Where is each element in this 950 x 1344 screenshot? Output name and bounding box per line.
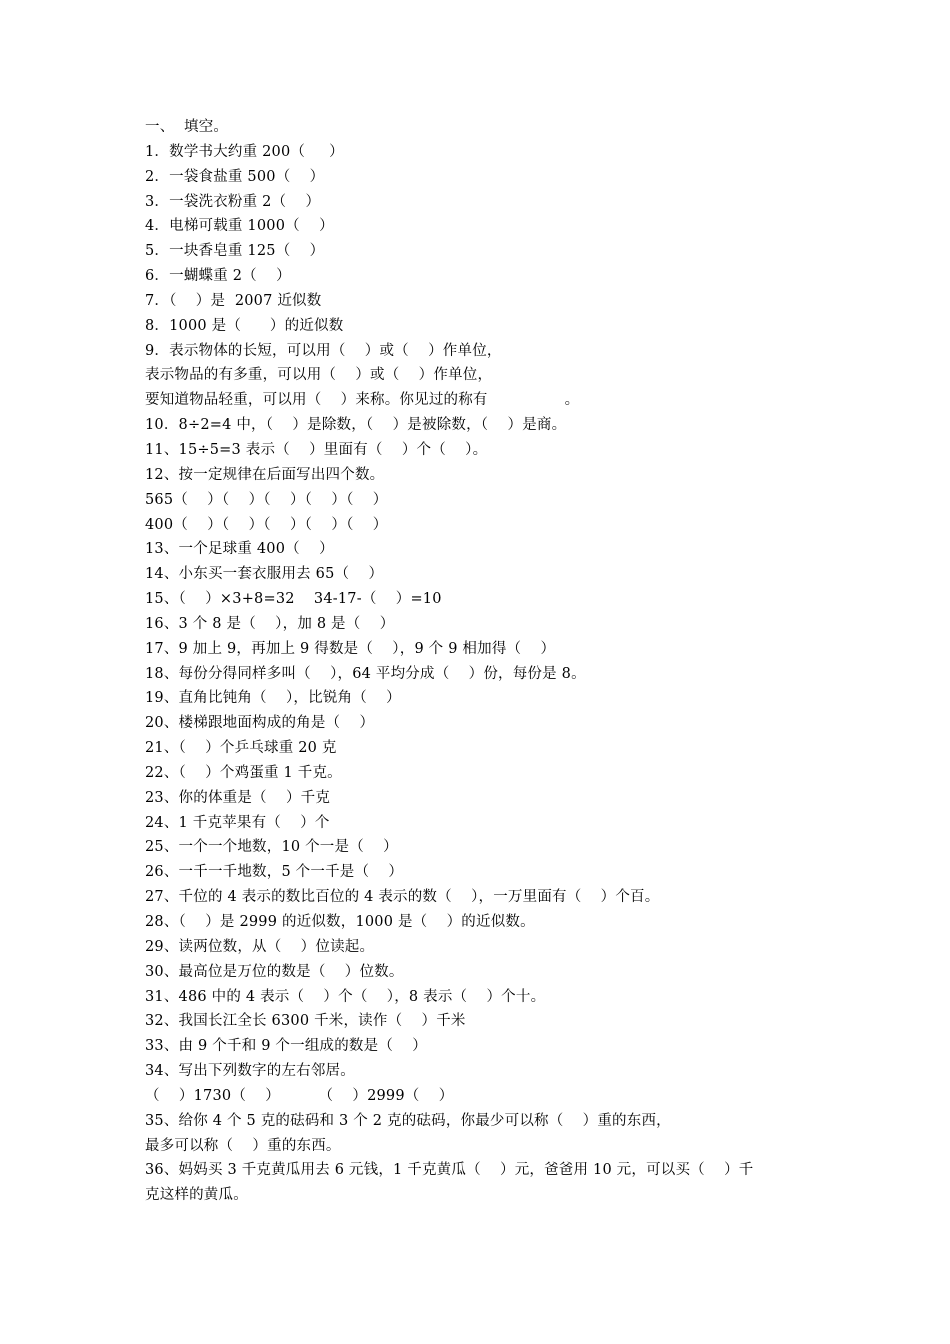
question-line: 23、你的体重是（ ）千克	[145, 789, 331, 806]
question-line: 28、（ ）是 2999 的近似数，1000 是（ ）的近似数。	[145, 914, 535, 930]
question-line: 6．一蝴蝶重 2（ ）	[145, 268, 291, 285]
question-line: 10．8÷2=4 中，（ ）是除数，（ ）是被除数，（ ）是商。	[145, 417, 567, 434]
question-line: 5．一块香皂重 125（ ）	[145, 243, 325, 260]
question-line: 19、直角比钝角（ ），比锐角（ ）	[145, 690, 401, 707]
question-line: 32、我国长江全长 6300 千米，读作（ ）千米	[145, 1013, 466, 1030]
question-line: 最多可以称（ ）重的东西。	[145, 1137, 341, 1154]
question-line: （ ）1730（ ） （ ）2999（ ）	[145, 1087, 454, 1104]
question-line: 36、妈妈买 3 千克黄瓜用去 6 元钱，1 千克黄瓜（ ）元，爸爸用 10 元，可以买（ ）千	[145, 1162, 754, 1179]
question-line: 33、由 9 个千和 9 个一组成的数是（ ）	[145, 1038, 427, 1055]
question-line: 表示物品的有多重，可以用（ ）或（ ）作单位，	[145, 367, 493, 384]
question-line: 30、最高位是万位的数是（ ）位数。	[145, 963, 404, 980]
question-line: 8．1000 是（ ）的近似数	[145, 317, 344, 334]
question-line: 13、一个足球重 400（ ）	[145, 541, 334, 558]
question-line: 1．数学书大约重 200（ ）	[145, 143, 344, 160]
worksheet-body	[145, 115, 825, 1208]
question-line: 12、按一定规律在后面写出四个数。	[145, 466, 385, 483]
question-line: 400（ ）（ ）（ ）（ ）（ ）	[145, 516, 388, 533]
question-line: 29、读两位数，从（ ）位读起。	[145, 938, 375, 955]
question-line: 要知道物品轻重，可以用（ ）来称。你见过的称有 。	[145, 392, 580, 409]
question-line: 14、小东买一套衣服用去 65（ ）	[145, 566, 384, 583]
question-line: 26、一千一千地数，5 个一千是（ ）	[145, 864, 404, 881]
question-line: 35、给你 4 个 5 克的砝码和 3 个 2 克的砝码，你最少可以称（ ）重的东西，	[145, 1112, 671, 1129]
question-line: 3．一袋洗衣粉重 2（ ）	[145, 193, 321, 210]
question-line: 25、一个一个地数，10 个一是（ ）	[145, 839, 398, 856]
question-line: 15、（ ）×3+8=32 34-17-（ ）=10	[145, 591, 442, 608]
question-line: 克这样的黄瓜。	[145, 1187, 248, 1204]
question-line: 24、1 千克苹果有（ ）个	[145, 814, 330, 831]
question-line: 7．（ ）是 2007 近似数	[145, 292, 322, 309]
question-line: 21、（ ）个乒乓球重 20 克	[145, 740, 337, 757]
question-line: 16、3 个 8 是（ ），加 8 是（ ）	[145, 615, 395, 632]
question-line: 20、楼梯跟地面构成的角是（ ）	[145, 715, 375, 732]
question-line: 4．电梯可载重 1000（ ）	[145, 218, 334, 235]
question-line: 27、千位的 4 表示的数比百位的 4 表示的数（ ），一万里面有（ ）个百。	[145, 889, 660, 906]
question-line: 18、每份分得同样多叫（ ），64 平均分成（ ）份，每份是 8。	[145, 665, 586, 682]
question-line: 565（ ）（ ）（ ）（ ）（ ）	[145, 491, 388, 508]
question-line: 22、（ ）个鸡蛋重 1 千克。	[145, 764, 342, 781]
question-line: 2．一袋食盐重 500（ ）	[145, 168, 325, 185]
question-line: 9．表示物体的长短，可以用（ ）或（ ）作单位，	[145, 342, 502, 359]
question-line: 34、写出下列数字的左右邻居。	[145, 1063, 355, 1080]
question-line: 31、486 中的 4 表示（ ）个（ ），8 表示（ ）个十。	[145, 988, 546, 1005]
question-line: 17、9 加上 9，再加上 9 得数是（ ），9 个 9 相加得（ ）	[145, 640, 556, 657]
question-line: 11、15÷5=3 表示（ ）里面有（ ）个（ ）。	[145, 441, 488, 458]
section-heading: 一、 填空。	[145, 119, 229, 135]
